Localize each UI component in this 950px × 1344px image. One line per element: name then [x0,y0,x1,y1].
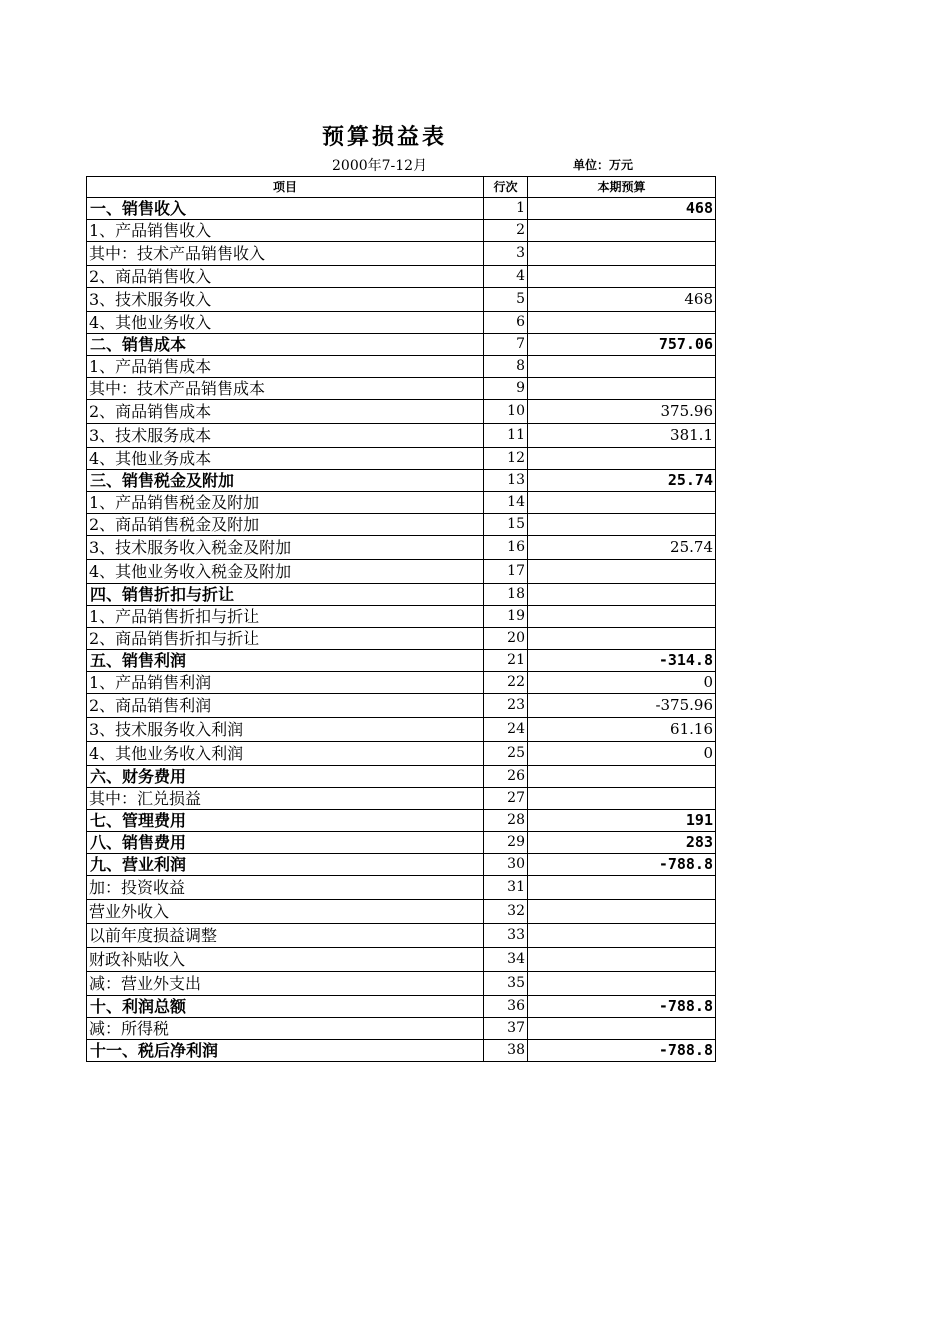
row-amount [528,948,716,972]
row-amount: 61.16 [528,718,716,742]
row-item-label: 4、其他业务收入 [87,312,484,334]
row-item-label: 五、销售利润 [87,650,484,672]
table-row [87,742,716,766]
row-line-number: 9 [484,378,528,400]
table-row [87,628,716,650]
table-row [87,492,716,514]
row-item-label: 其中：技术产品销售收入 [87,242,484,266]
row-amount [528,584,716,606]
row-line-number: 32 [484,900,528,924]
table-row [87,584,716,606]
table-row [87,448,716,470]
row-amount [528,900,716,924]
row-line-number: 8 [484,356,528,378]
row-amount: 757.06 [528,334,716,356]
row-item-label: 营业外收入 [87,900,484,924]
row-item-label: 2、商品销售成本 [87,400,484,424]
row-amount [528,378,716,400]
table-row [87,766,716,788]
row-amount [528,766,716,788]
row-item-label: 3、技术服务收入 [87,288,484,312]
row-item-label: 一、销售收入 [87,198,484,220]
row-amount: -314.8 [528,650,716,672]
table-row [87,996,716,1018]
table-row [87,718,716,742]
row-item-label: 七、管理费用 [87,810,484,832]
row-line-number: 11 [484,424,528,448]
header-amount: 本期预算 [528,177,716,198]
row-item-label: 2、商品销售利润 [87,694,484,718]
table-row [87,266,716,288]
row-line-number: 3 [484,242,528,266]
row-line-number: 7 [484,334,528,356]
table-row [87,198,716,220]
table-row [87,788,716,810]
row-amount: 0 [528,742,716,766]
row-line-number: 5 [484,288,528,312]
table-row [87,672,716,694]
table-header-row [87,177,716,198]
row-item-label: 1、产品销售折扣与折让 [87,606,484,628]
table-row [87,972,716,996]
row-item-label: 加：投资收益 [87,876,484,900]
row-amount: 0 [528,672,716,694]
row-line-number: 1 [484,198,528,220]
row-item-label: 2、商品销售税金及附加 [87,514,484,536]
table-row [87,400,716,424]
table-row [87,1018,716,1040]
row-amount: -788.8 [528,854,716,876]
row-amount [528,924,716,948]
table-row [87,948,716,972]
row-item-label: 八、销售费用 [87,832,484,854]
row-amount [528,628,716,650]
row-line-number: 13 [484,470,528,492]
row-amount: -788.8 [528,1040,716,1062]
table-row [87,356,716,378]
row-line-number: 38 [484,1040,528,1062]
row-item-label: 2、商品销售折扣与折让 [87,628,484,650]
row-item-label: 财政补贴收入 [87,948,484,972]
row-line-number: 27 [484,788,528,810]
row-line-number: 21 [484,650,528,672]
row-amount: 381.1 [528,424,716,448]
header-item: 项目 [87,177,484,198]
row-line-number: 18 [484,584,528,606]
header-line: 行次 [484,177,528,198]
row-amount [528,220,716,242]
row-line-number: 6 [484,312,528,334]
table-row [87,810,716,832]
row-line-number: 23 [484,694,528,718]
table-row [87,220,716,242]
row-line-number: 12 [484,448,528,470]
row-amount: -375.96 [528,694,716,718]
row-line-number: 25 [484,742,528,766]
row-line-number: 22 [484,672,528,694]
row-amount [528,560,716,584]
row-item-label: 以前年度损益调整 [87,924,484,948]
row-amount [528,312,716,334]
row-line-number: 2 [484,220,528,242]
row-line-number: 30 [484,854,528,876]
row-line-number: 33 [484,924,528,948]
table-row [87,900,716,924]
row-line-number: 31 [484,876,528,900]
table-row [87,854,716,876]
row-amount [528,1018,716,1040]
row-line-number: 36 [484,996,528,1018]
row-line-number: 24 [484,718,528,742]
row-amount [528,876,716,900]
row-amount [528,448,716,470]
report-period: 2000年7-12月 [332,158,428,174]
row-item-label: 减：所得税 [87,1018,484,1040]
row-line-number: 17 [484,560,528,584]
table-row [87,242,716,266]
row-item-label: 4、其他业务收入税金及附加 [87,560,484,584]
row-item-label: 3、技术服务收入利润 [87,718,484,742]
table-row [87,876,716,900]
table-row [87,470,716,492]
table-row [87,424,716,448]
table-row [87,334,716,356]
income-statement-table [86,176,716,1062]
row-item-label: 1、产品销售利润 [87,672,484,694]
row-item-label: 3、技术服务成本 [87,424,484,448]
row-item-label: 三、销售税金及附加 [87,470,484,492]
page-title: 预算损益表 [322,125,448,150]
row-line-number: 26 [484,766,528,788]
row-item-label: 4、其他业务收入利润 [87,742,484,766]
row-amount [528,242,716,266]
row-amount [528,514,716,536]
row-amount [528,492,716,514]
row-item-label: 十一、税后净利润 [87,1040,484,1062]
row-line-number: 37 [484,1018,528,1040]
row-amount: 25.74 [528,470,716,492]
row-amount: 283 [528,832,716,854]
table-row [87,514,716,536]
table-row [87,378,716,400]
row-line-number: 4 [484,266,528,288]
row-amount [528,356,716,378]
row-item-label: 其中：技术产品销售成本 [87,378,484,400]
row-amount [528,606,716,628]
table-body [87,198,716,1062]
row-amount: 375.96 [528,400,716,424]
row-amount: -788.8 [528,996,716,1018]
row-line-number: 14 [484,492,528,514]
row-item-label: 十、利润总额 [87,996,484,1018]
table-row [87,606,716,628]
row-item-label: 其中：汇兑损益 [87,788,484,810]
row-item-label: 3、技术服务收入税金及附加 [87,536,484,560]
row-line-number: 35 [484,972,528,996]
row-amount: 468 [528,198,716,220]
row-item-label: 1、产品销售成本 [87,356,484,378]
row-line-number: 29 [484,832,528,854]
row-item-label: 2、商品销售收入 [87,266,484,288]
row-amount [528,972,716,996]
row-line-number: 15 [484,514,528,536]
table-row [87,288,716,312]
row-amount [528,788,716,810]
row-line-number: 10 [484,400,528,424]
row-amount: 468 [528,288,716,312]
row-item-label: 4、其他业务成本 [87,448,484,470]
row-amount [528,266,716,288]
row-item-label: 1、产品销售税金及附加 [87,492,484,514]
table-row [87,312,716,334]
row-item-label: 四、销售折扣与折让 [87,584,484,606]
table-row [87,832,716,854]
row-line-number: 34 [484,948,528,972]
table-row [87,560,716,584]
row-line-number: 28 [484,810,528,832]
row-item-label: 九、营业利润 [87,854,484,876]
row-line-number: 16 [484,536,528,560]
table-row [87,694,716,718]
unit-label: 单位：万元 [573,158,634,172]
row-line-number: 20 [484,628,528,650]
table-row [87,536,716,560]
row-item-label: 六、财务费用 [87,766,484,788]
row-line-number: 19 [484,606,528,628]
row-amount: 25.74 [528,536,716,560]
table-row [87,650,716,672]
table-row [87,924,716,948]
table-row [87,1040,716,1062]
row-item-label: 减：营业外支出 [87,972,484,996]
row-item-label: 二、销售成本 [87,334,484,356]
row-amount: 191 [528,810,716,832]
row-item-label: 1、产品销售收入 [87,220,484,242]
